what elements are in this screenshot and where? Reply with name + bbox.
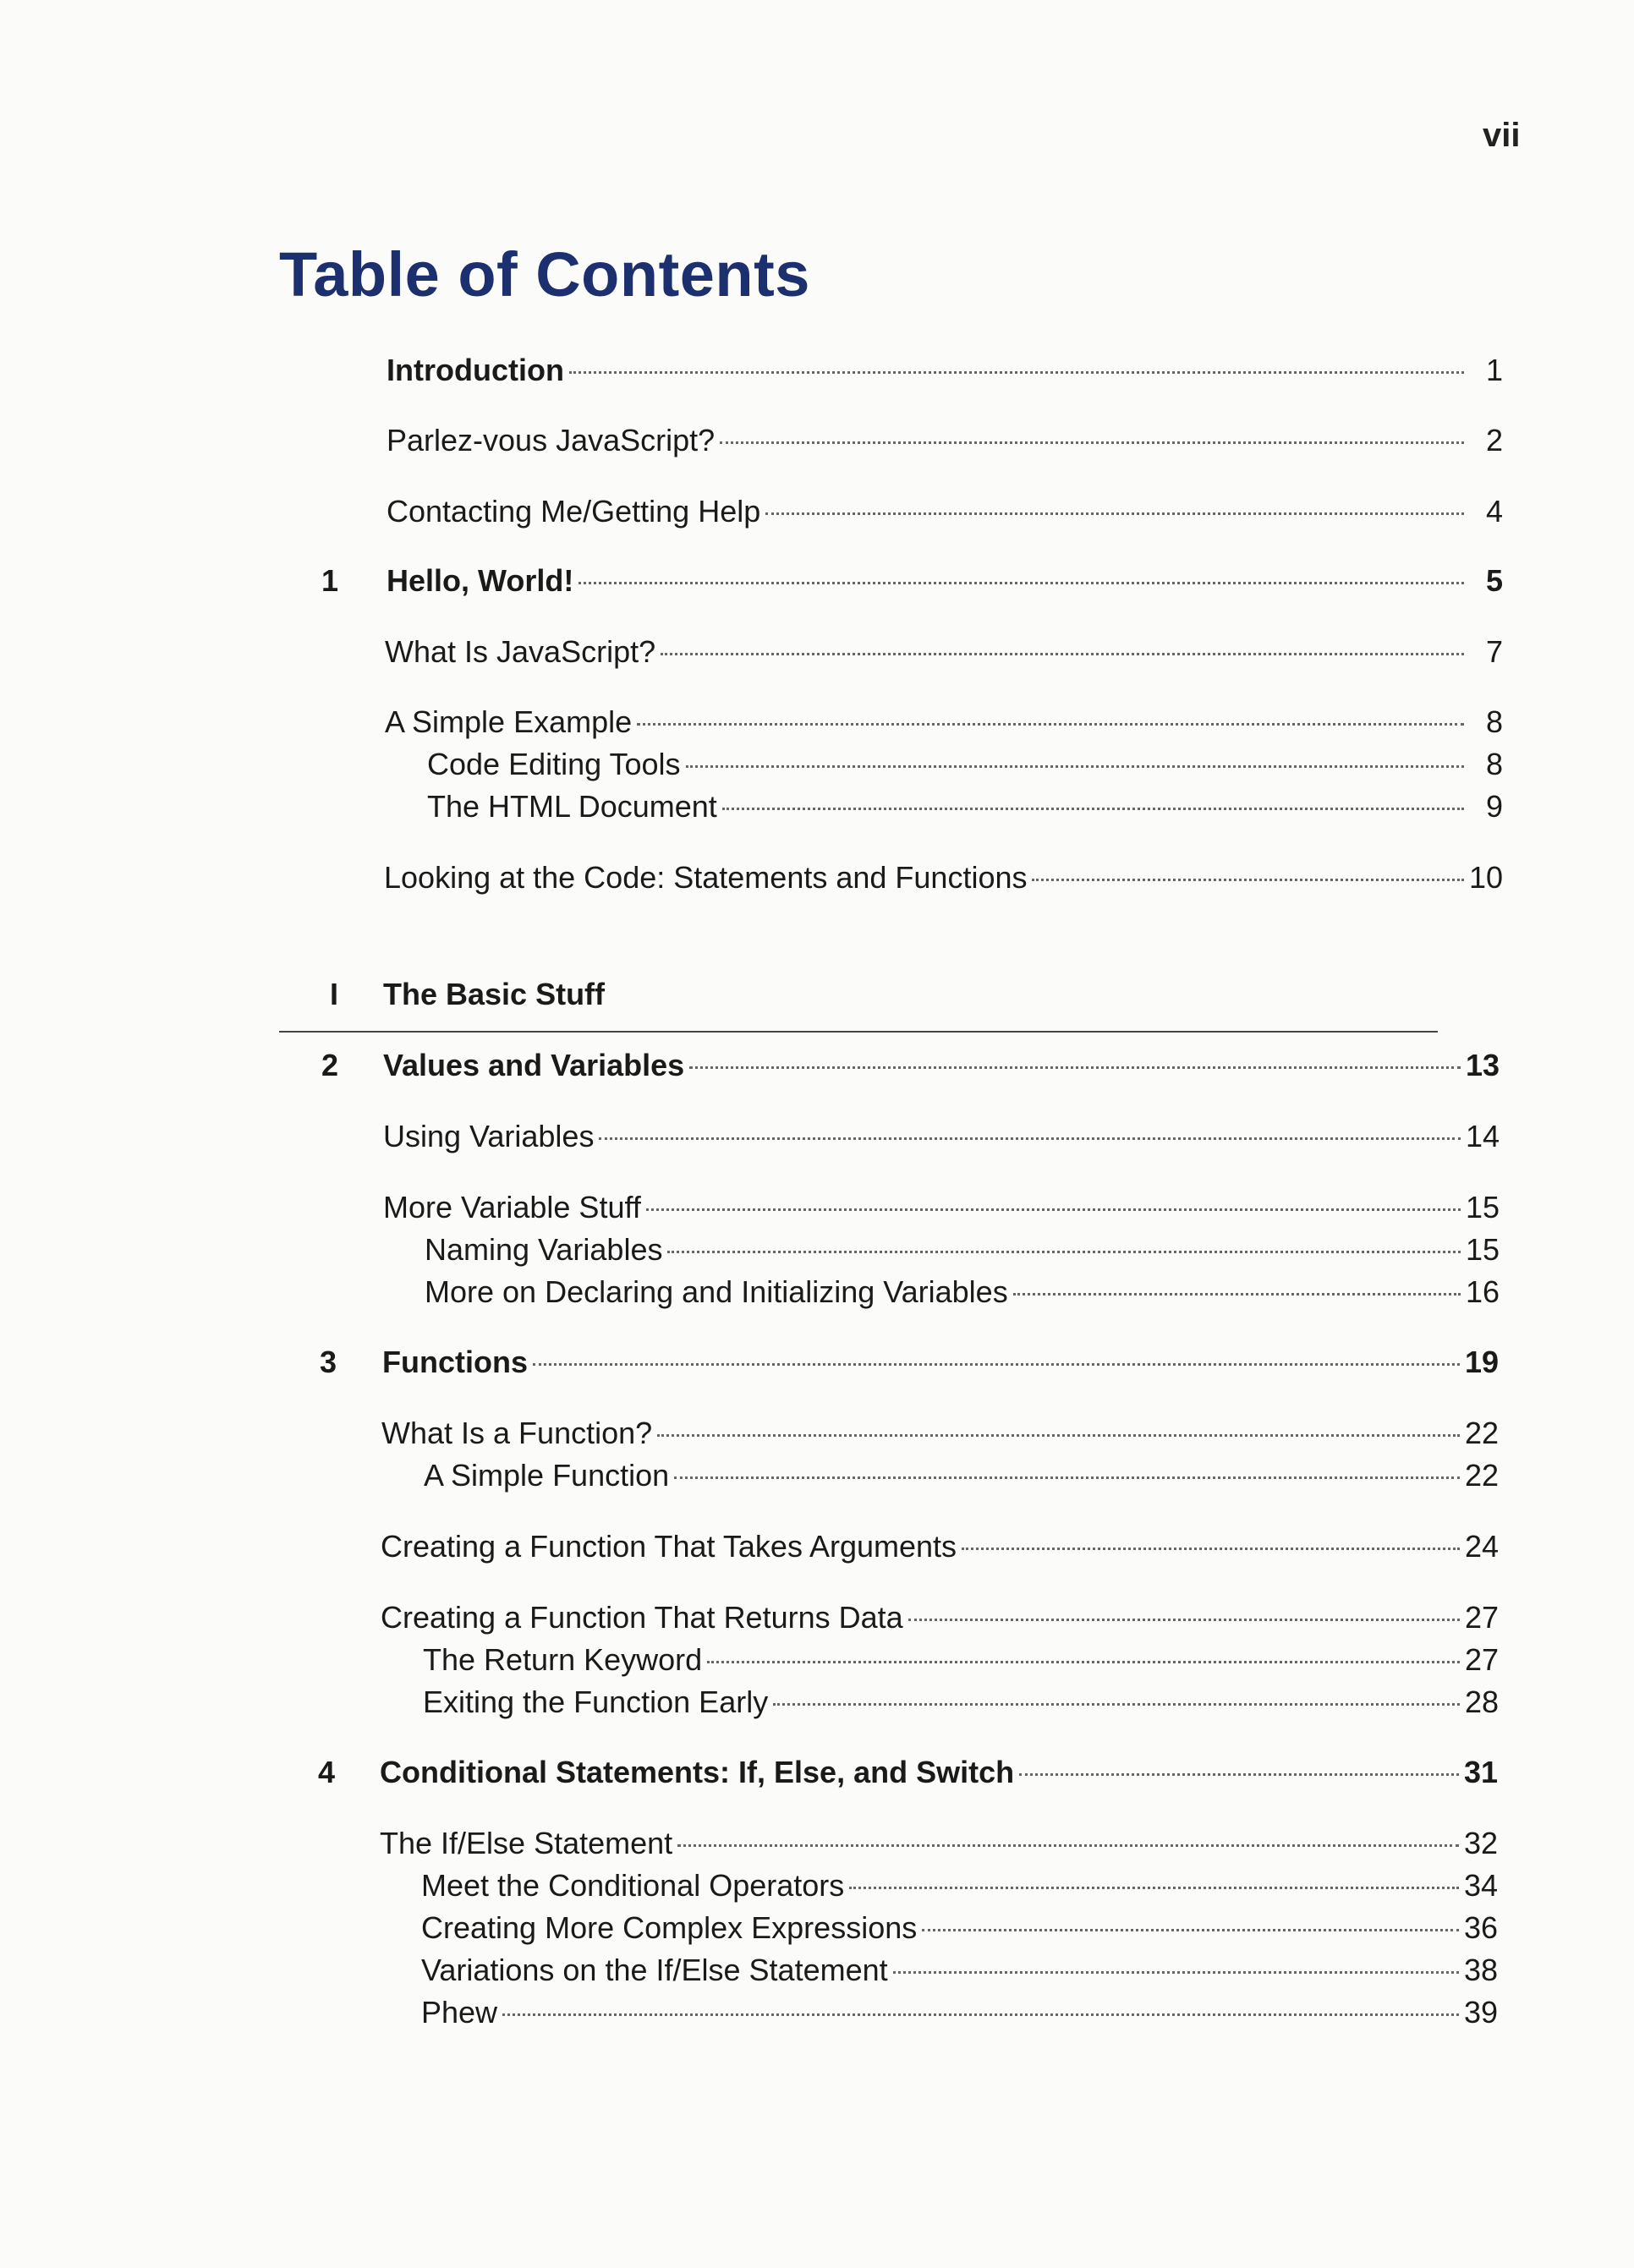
leader-dots	[677, 1844, 1459, 1847]
leader-dots	[1013, 1293, 1461, 1296]
leader-dots	[502, 2013, 1459, 2016]
chapter-number: 1	[321, 563, 339, 598]
toc-chapter-page: 13	[1465, 1048, 1500, 1082]
toc-entry[interactable]	[0, 1457, 1634, 1494]
toc-entry-page: 2	[1485, 423, 1503, 457]
toc-entry[interactable]	[0, 1231, 1634, 1268]
leader-dots	[533, 1363, 1460, 1366]
toc-entry-page: 38	[1463, 1953, 1498, 1987]
toc-entry[interactable]	[0, 1684, 1634, 1721]
toc-entry-page: 36	[1463, 1910, 1498, 1945]
leader-dots	[773, 1703, 1460, 1706]
toc-entry[interactable]	[0, 1994, 1634, 2031]
toc-entry-page: 9	[1485, 789, 1503, 824]
toc-entry-page: 32	[1463, 1826, 1498, 1860]
leader-dots	[922, 1929, 1459, 1931]
leader-dots	[765, 512, 1464, 515]
toc-entry-label: Exiting the Function Early	[423, 1685, 769, 1719]
toc-entry[interactable]	[0, 1599, 1634, 1636]
toc-entry[interactable]	[0, 1867, 1634, 1904]
toc-entry[interactable]	[0, 1118, 1634, 1155]
leader-dots	[578, 582, 1464, 584]
toc-entry-label: The If/Else Statement	[380, 1826, 673, 1860]
toc-entry[interactable]	[0, 1952, 1634, 1989]
toc-entry-label: Code Editing Tools	[427, 747, 681, 781]
toc-entry-label: Variations on the If/Else Statement	[421, 1953, 888, 1987]
toc-entry-label: Looking at the Code: Statements and Functions	[384, 860, 1028, 895]
toc-entry-label: Phew	[421, 1995, 498, 2030]
leader-dots	[722, 808, 1464, 810]
toc-entry[interactable]	[0, 746, 1634, 783]
toc-chapter[interactable]	[0, 1754, 1634, 1791]
toc-entry[interactable]	[0, 1641, 1634, 1679]
leader-dots	[674, 1476, 1460, 1479]
toc-entry-page: 10	[1468, 860, 1503, 895]
toc-entry[interactable]	[0, 1909, 1634, 1947]
toc-part-label: The Basic Stuff	[383, 977, 606, 1011]
leader-dots	[599, 1137, 1461, 1140]
toc-entry[interactable]	[0, 1415, 1634, 1452]
leader-dots	[893, 1971, 1459, 1974]
toc-entry-page: 22	[1464, 1458, 1499, 1493]
toc-entry-page: 8	[1485, 704, 1503, 739]
toc-chapter-label: Values and Variables	[383, 1048, 685, 1082]
toc-entry-label: More Variable Stuff	[383, 1190, 641, 1224]
leader-dots	[646, 1208, 1461, 1211]
toc-entry[interactable]	[0, 1274, 1634, 1311]
toc-chapter[interactable]	[0, 1344, 1634, 1381]
toc-entry-label: Introduction	[387, 353, 564, 387]
leader-dots	[1032, 879, 1463, 881]
leader-dots	[661, 653, 1464, 655]
leader-dots	[849, 1887, 1459, 1889]
toc-entry-page: 22	[1464, 1416, 1499, 1450]
toc-entry-label: Creating a Function That Returns Data	[381, 1600, 903, 1635]
part-number: I	[329, 977, 338, 1011]
leader-dots	[908, 1619, 1460, 1621]
leader-dots	[637, 723, 1464, 726]
toc-entry[interactable]	[0, 788, 1634, 825]
toc-entry-label: A Simple Example	[385, 704, 633, 739]
toc-entry-page: 27	[1464, 1600, 1499, 1635]
toc-entry-page: 39	[1463, 1995, 1498, 2030]
toc-entry[interactable]	[0, 1825, 1634, 1862]
toc-entry-page: 16	[1465, 1274, 1500, 1309]
toc-entry-page: 14	[1465, 1119, 1500, 1153]
toc-entry-page: 15	[1465, 1190, 1500, 1224]
leader-dots	[667, 1251, 1460, 1253]
leader-dots	[569, 371, 1464, 374]
page-title: Table of Contents	[279, 239, 810, 310]
toc-chapter-page: 5	[1485, 563, 1503, 598]
toc-entry[interactable]	[0, 352, 1634, 389]
toc-entry-page: 7	[1485, 634, 1503, 669]
toc-entry-page: 24	[1464, 1529, 1499, 1564]
toc-entry-label: Naming Variables	[425, 1232, 663, 1267]
chapter-number: 2	[321, 1048, 339, 1082]
toc-chapter[interactable]	[0, 1047, 1634, 1084]
toc-entry[interactable]	[0, 493, 1634, 530]
toc-entry-label: More on Declaring and Initializing Variables	[425, 1274, 1008, 1309]
chapter-number: 4	[317, 1755, 336, 1789]
toc-chapter-label: Conditional Statements: If, Else, and Switch	[380, 1755, 1015, 1789]
toc-entry-label: What Is JavaScript?	[385, 634, 656, 669]
toc-entry-page: 1	[1485, 353, 1503, 387]
leader-dots	[720, 441, 1464, 444]
toc-chapter-label: Hello, World!	[387, 563, 574, 598]
toc-entry[interactable]	[0, 859, 1634, 896]
toc-entry-label: A Simple Function	[424, 1458, 670, 1493]
toc-entry-label: Contacting Me/Getting Help	[387, 494, 761, 529]
leader-dots	[707, 1661, 1460, 1663]
leader-dots	[962, 1548, 1460, 1550]
toc-entry-page: 15	[1465, 1232, 1500, 1267]
toc-entry-label: Creating More Complex Expressions	[421, 1910, 918, 1945]
toc-entry-label: The HTML Document	[427, 789, 717, 824]
toc-entry-page: 8	[1485, 747, 1503, 781]
toc-chapter-page: 19	[1464, 1345, 1499, 1379]
toc-entry-label: The Return Keyword	[423, 1642, 703, 1677]
leader-dots	[657, 1434, 1460, 1437]
toc-chapter[interactable]	[0, 562, 1634, 600]
toc-entry[interactable]	[0, 704, 1634, 741]
toc-entry-label: Using Variables	[383, 1119, 595, 1153]
leader-dots	[1019, 1773, 1459, 1776]
toc-entry-page: 34	[1463, 1868, 1498, 1903]
toc-chapter-label: Functions	[382, 1345, 528, 1379]
page-number: vii	[1483, 117, 1521, 154]
leader-dots	[686, 765, 1464, 768]
part-divider	[279, 1031, 1438, 1033]
toc-entry[interactable]	[0, 1189, 1634, 1226]
toc-entry[interactable]	[0, 422, 1634, 459]
toc-entry-page: 4	[1485, 494, 1503, 529]
toc-chapter-page: 31	[1463, 1755, 1498, 1789]
toc-entry-label: What Is a Function?	[381, 1416, 653, 1450]
toc-entry-label: Creating a Function That Takes Arguments	[381, 1529, 957, 1564]
toc-entry-page: 28	[1464, 1685, 1499, 1719]
toc-entry-page: 27	[1464, 1642, 1499, 1677]
toc-entry-label: Parlez-vous JavaScript?	[387, 423, 716, 457]
toc-entry-label: Meet the Conditional Operators	[421, 1868, 845, 1903]
toc-entry[interactable]	[0, 633, 1634, 671]
chapter-number: 3	[319, 1345, 337, 1379]
leader-dots	[689, 1066, 1461, 1069]
toc-entry[interactable]	[0, 1528, 1634, 1565]
